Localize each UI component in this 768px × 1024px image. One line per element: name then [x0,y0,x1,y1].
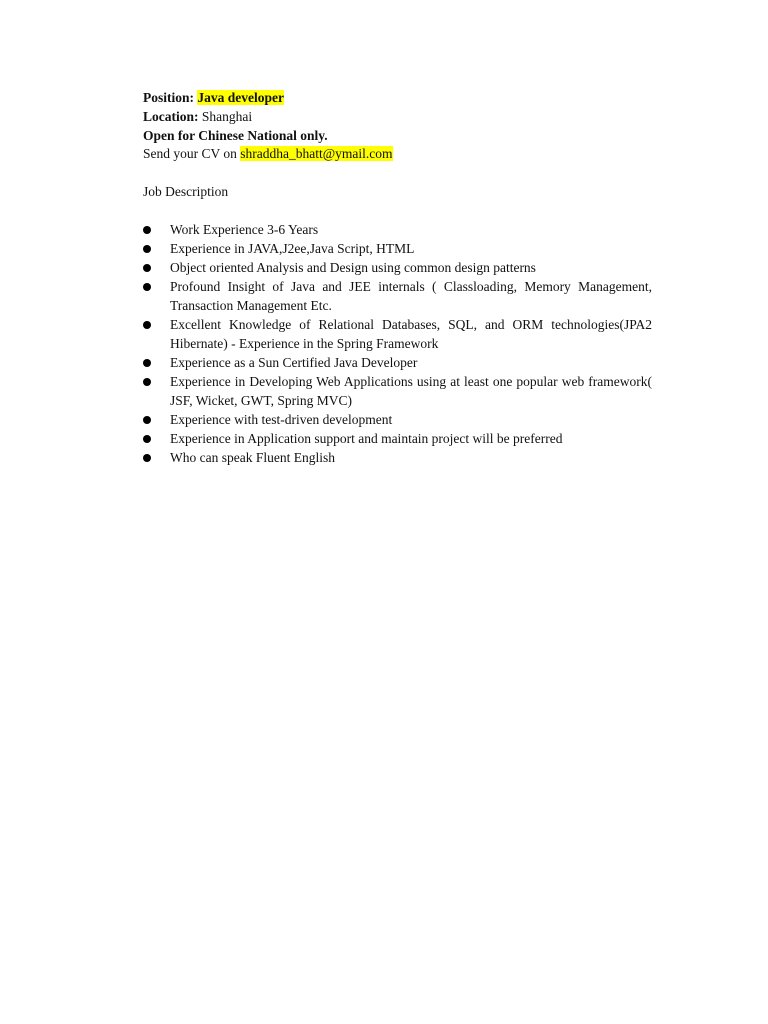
list-item-text: Excellent Knowledge of Relational Databases, SQL, and ORM technologies(JPA2 Hibernate) - Experience in the Spring Framework [170,317,652,351]
list-item-text: Who can speak Fluent English [170,450,335,465]
list-item [140,410,652,429]
cv-email: shraddha_bhatt@ymail.com [240,146,393,161]
bullet-icon [143,359,151,367]
list-item [140,372,652,410]
cv-prefix: Send your CV on [143,146,241,161]
list-item-text: Object oriented Analysis and Design using common design patterns [170,260,536,275]
location-value: Shanghai [201,109,253,124]
list-item [140,353,652,372]
list-item-text: Experience in JAVA,J2ee,Java Script, HTML [170,241,415,256]
position-value: Java developer [197,90,285,105]
cv-line [143,144,393,163]
list-item [140,315,652,353]
list-item-text: Work Experience 3-6 Years [170,222,319,237]
list-item [140,220,652,239]
bullet-icon [143,416,151,424]
location-label: Location: [143,109,199,124]
position-line [143,88,284,107]
list-item-text: Profound Insight of Java and JEE internals ( Classloading, Memory Management, Transaction Management Etc. [170,279,652,313]
list-item [140,429,652,448]
bullet-icon [143,435,151,443]
list-item-text: Experience in Developing Web Applications using at least one popular web framework( JSF, Wicket, GWT, Spring MVC) [170,374,652,408]
requirements-list [140,220,652,467]
bullet-icon [143,245,151,253]
list-item [140,448,652,467]
list-item-text: Experience in Application support and maintain project will be preferred [170,431,563,446]
list-item-text: Experience with test-driven development [170,412,393,427]
bullet-icon [143,264,151,272]
job-description-heading: Job Description [143,184,229,199]
eligibility-note: Open for Chinese National only. [143,128,328,143]
list-item [140,277,652,315]
list-item [140,239,652,258]
list-item [140,258,652,277]
bullet-icon [143,454,151,462]
position-label: Position: [143,90,195,105]
location-line [143,107,252,126]
list-item-text: Experience as a Sun Certified Java Developer [170,355,418,370]
bullet-icon [143,321,151,329]
bullet-icon [143,283,151,291]
bullet-icon [143,378,151,386]
bullet-icon [143,226,151,234]
